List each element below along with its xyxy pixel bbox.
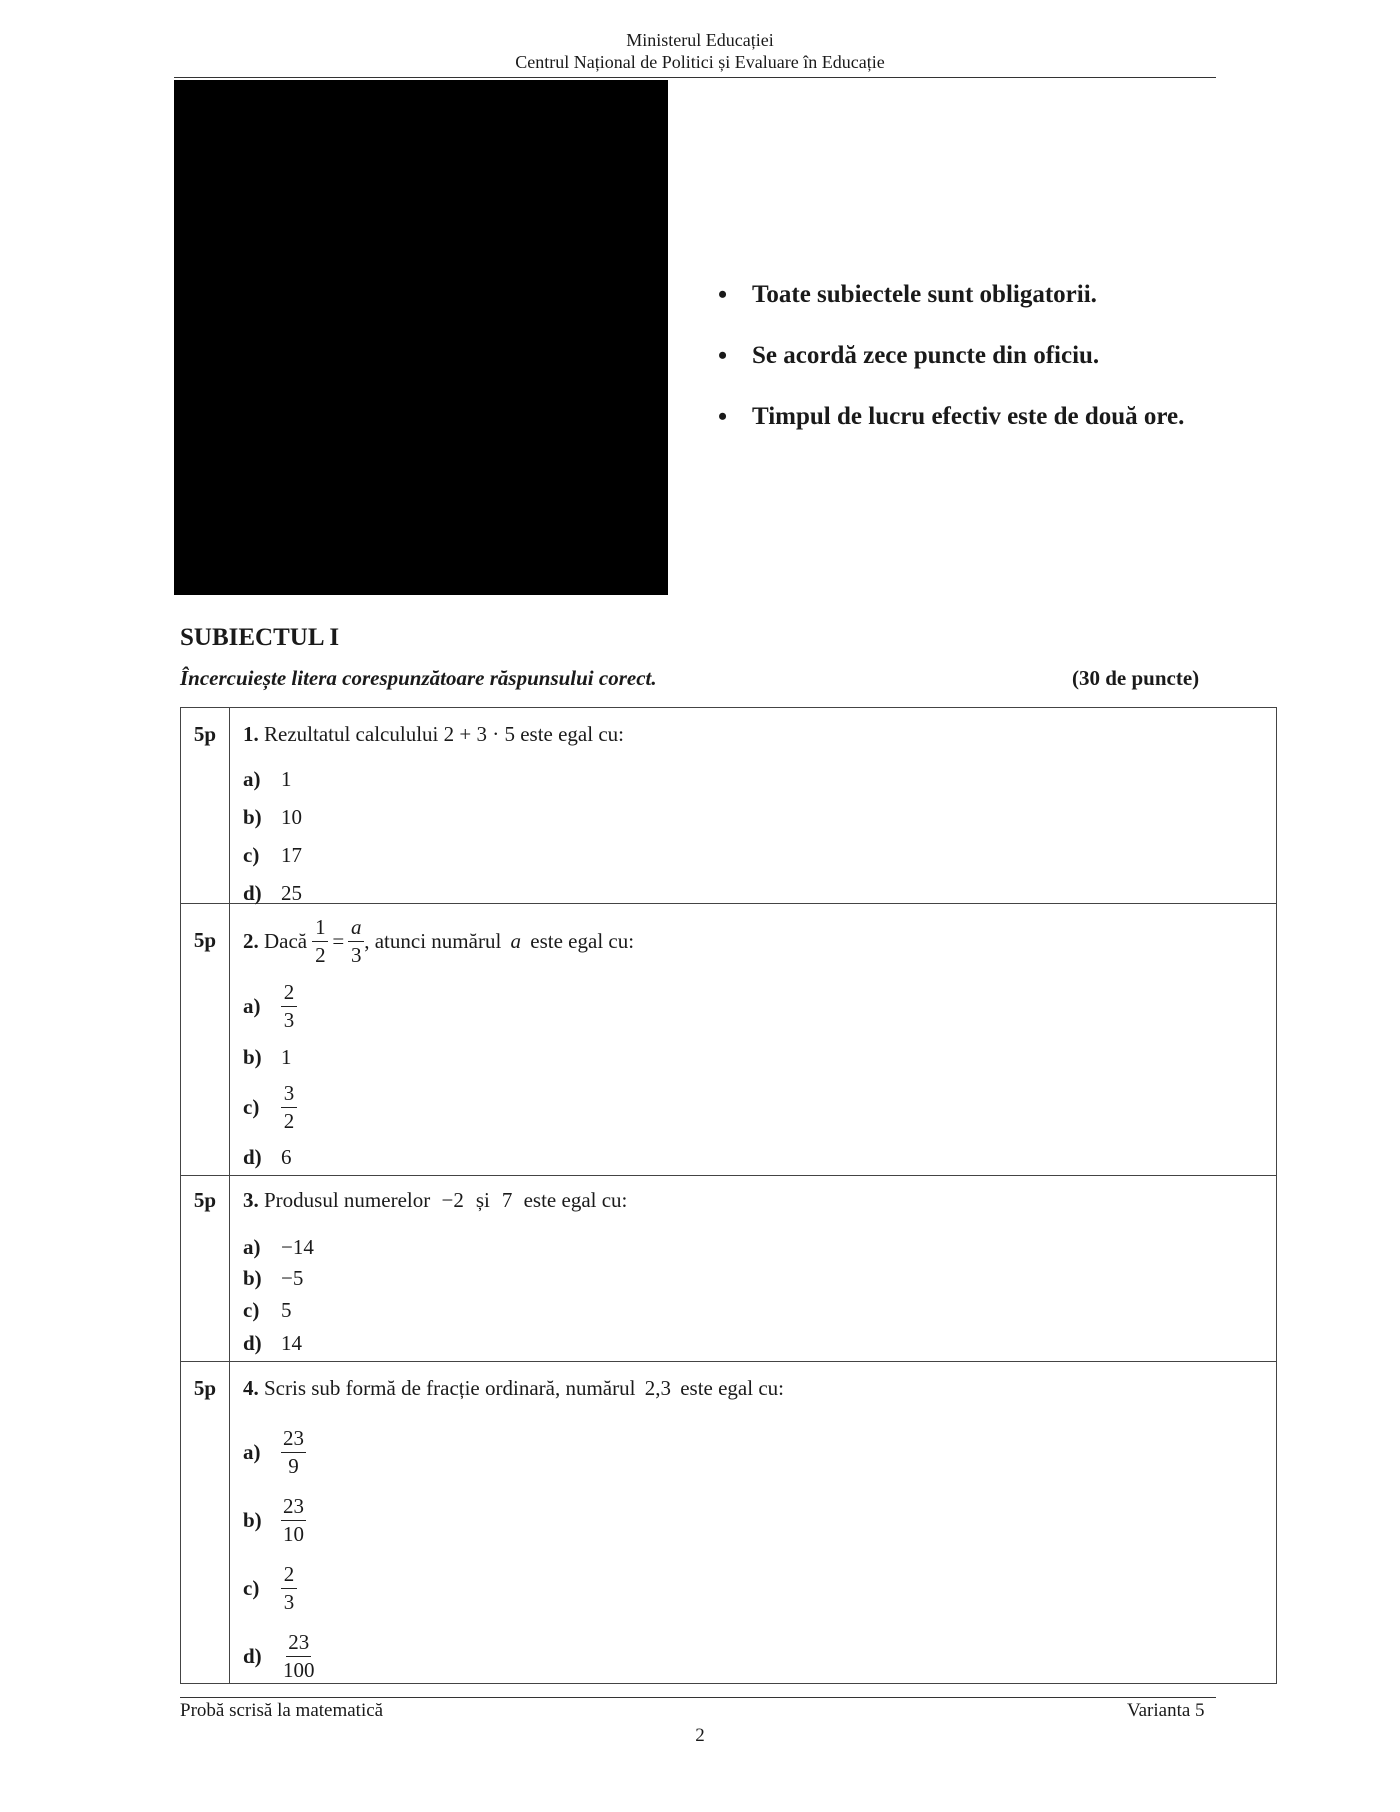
option-fraction xyxy=(281,1080,297,1133)
equals-sign: = xyxy=(332,928,345,953)
option-a[interactable] xyxy=(243,972,1276,1040)
option-label: b) xyxy=(243,1507,262,1532)
fraction-denominator: 2 xyxy=(283,1108,295,1133)
option-label: b) xyxy=(243,1044,262,1069)
math-number: −2 xyxy=(441,1188,464,1212)
fraction-numerator: 2 xyxy=(281,982,297,1007)
question-text-part: este egal cu: xyxy=(525,928,635,953)
option-b[interactable] xyxy=(243,1263,1276,1294)
question-number: 2. xyxy=(243,928,259,953)
question-text-part: Scris sub formă de fracție ordinară, numărul xyxy=(258,1376,641,1400)
footer-exam-name: Probă scrisă la matematică xyxy=(180,1700,384,1721)
question-text-part: este egal cu: xyxy=(674,1376,784,1400)
option-label: b) xyxy=(243,1266,262,1290)
option-fraction xyxy=(281,1425,306,1478)
subject-title: SUBIECTUL I xyxy=(180,624,340,651)
option-label: b) xyxy=(243,804,262,829)
option-value: 6 xyxy=(281,1144,292,1169)
option-a[interactable] xyxy=(243,1418,1276,1486)
question-points: 5p xyxy=(181,1362,230,1683)
option-b[interactable] xyxy=(243,1040,1276,1074)
question-number: 4. xyxy=(243,1376,259,1400)
question-row-4 xyxy=(181,1362,1276,1684)
variable: a xyxy=(510,928,522,953)
question-body-3 xyxy=(230,1176,1276,1361)
option-d[interactable] xyxy=(243,1326,1276,1360)
question-points: 5p xyxy=(181,1176,230,1361)
option-label: d) xyxy=(243,1643,262,1668)
option-c[interactable] xyxy=(243,836,1276,874)
option-c[interactable] xyxy=(243,1074,1276,1140)
option-label: c) xyxy=(243,1575,260,1600)
option-label: a) xyxy=(243,993,261,1018)
question-text-part: Rezultatul calculului xyxy=(258,722,444,746)
option-fraction xyxy=(281,1561,297,1614)
fraction xyxy=(348,914,364,967)
header-divider xyxy=(174,77,1216,78)
fraction-denominator: 3 xyxy=(283,1007,295,1032)
question-text-part: Produsul numerelor xyxy=(258,1188,436,1212)
option-d[interactable] xyxy=(243,1140,1276,1174)
question-number: 3. xyxy=(243,1188,259,1212)
question-text xyxy=(243,1188,1276,1232)
rule-item: • Toate subiectele sunt obligatorii. xyxy=(718,274,1184,335)
subject-points: (30 de puncte) xyxy=(1072,666,1200,690)
option-value: 25 xyxy=(281,880,302,905)
option-value: 17 xyxy=(281,842,302,867)
option-a[interactable] xyxy=(243,760,1276,798)
fraction-numerator: 23 xyxy=(281,1496,306,1521)
fraction-denominator: 3 xyxy=(350,942,362,967)
option-c[interactable] xyxy=(243,1294,1276,1326)
option-label: c) xyxy=(243,842,260,867)
page-number: 2 xyxy=(695,1725,705,1746)
option-value: 10 xyxy=(281,804,302,829)
option-b[interactable] xyxy=(243,798,1276,836)
question-points: 5p xyxy=(181,708,230,903)
fraction-numerator: 23 xyxy=(286,1632,311,1657)
question-row-2 xyxy=(181,904,1276,1176)
header-ministry: Ministerul Educației xyxy=(626,30,774,50)
header-center: Centrul Național de Politici și Evaluare în Educație xyxy=(515,52,885,72)
fraction-numerator: 23 xyxy=(281,1428,306,1453)
option-fraction xyxy=(281,1493,306,1546)
fraction-denominator: 2 xyxy=(315,942,326,967)
question-text xyxy=(243,1376,1276,1418)
option-value: −5 xyxy=(281,1266,304,1290)
option-label: d) xyxy=(243,1330,262,1355)
question-text xyxy=(243,722,1276,760)
fraction-numerator: 2 xyxy=(281,1564,297,1589)
subject-instruction: Încercuiește litera corespunzătoare răspunsului corect. xyxy=(180,666,657,690)
question-text-part: Dacă xyxy=(258,928,313,953)
option-value: 1 xyxy=(281,1044,292,1069)
question-row-3 xyxy=(181,1176,1276,1362)
footer-divider xyxy=(180,1697,1216,1698)
option-label: a) xyxy=(243,1439,261,1464)
question-row-1 xyxy=(181,708,1276,904)
option-value: 5 xyxy=(281,1297,292,1322)
option-value: 14 xyxy=(281,1330,302,1355)
option-b[interactable] xyxy=(243,1486,1276,1554)
option-d[interactable] xyxy=(243,1622,1276,1690)
option-label: d) xyxy=(243,880,262,905)
option-label: a) xyxy=(243,766,261,791)
option-value: −14 xyxy=(281,1235,314,1259)
fraction-denominator: 100 xyxy=(283,1657,315,1682)
question-body-4 xyxy=(230,1362,1276,1683)
option-a[interactable] xyxy=(243,1232,1276,1263)
fraction xyxy=(312,914,328,967)
math-number: 2,3 xyxy=(644,1376,671,1400)
option-fraction xyxy=(281,1629,317,1682)
option-c[interactable] xyxy=(243,1554,1276,1622)
fraction-denominator: 9 xyxy=(288,1453,299,1478)
footer-variant: Varianta 5 xyxy=(1127,1700,1205,1721)
fraction-denominator: 3 xyxy=(283,1589,295,1614)
questions-table xyxy=(180,707,1277,1684)
question-points: 5p xyxy=(181,904,230,1175)
option-label: c) xyxy=(243,1297,260,1322)
question-text-part: este egal cu: xyxy=(514,722,624,746)
fraction-numerator: 3 xyxy=(281,1083,297,1108)
question-body-1 xyxy=(230,708,1276,903)
question-text-part: și xyxy=(475,1188,490,1212)
rules-list xyxy=(718,274,1184,457)
fraction-numerator: a xyxy=(348,917,364,942)
redacted-block xyxy=(174,80,668,595)
math-expression: 2 + 3 · 5 xyxy=(443,722,515,746)
question-text xyxy=(243,910,1276,972)
question-text-part: este egal cu: xyxy=(518,1188,628,1212)
rule-item: • Timpul de lucru efectiv este de două ore. xyxy=(718,396,1184,457)
option-value: 1 xyxy=(281,766,292,791)
option-label: d) xyxy=(243,1144,262,1169)
rule-item: • Se acordă zece puncte din oficiu. xyxy=(718,335,1184,396)
fraction-denominator: 10 xyxy=(283,1521,304,1546)
fraction-numerator: 1 xyxy=(312,917,328,942)
option-label: c) xyxy=(243,1094,260,1119)
question-body-2 xyxy=(230,904,1276,1175)
question-text-part: , atunci numărul xyxy=(364,928,507,953)
math-number: 7 xyxy=(501,1188,513,1212)
option-fraction xyxy=(281,979,297,1032)
option-label: a) xyxy=(243,1235,261,1259)
question-number: 1. xyxy=(243,722,259,746)
